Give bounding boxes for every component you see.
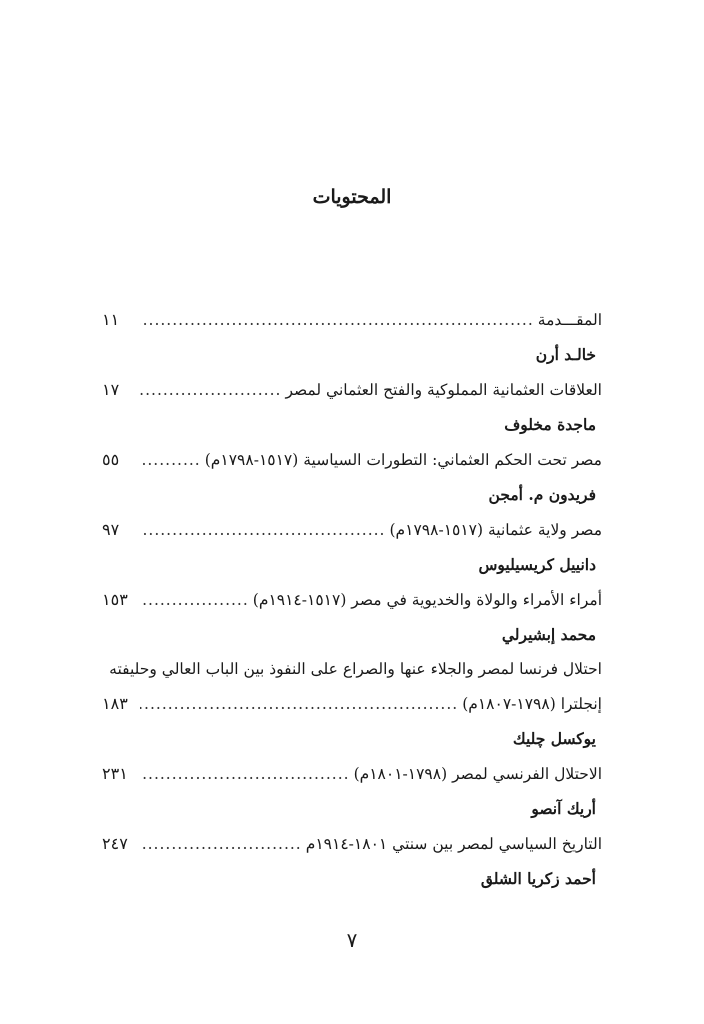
entry-title: العلاقات العثمانية المملوكية والفتح العثماني لمصر — [285, 381, 602, 399]
entry-title: أمراء الأمراء والولاة والخديوية في مصر (١٥١٧-١٩١٤م) — [252, 591, 602, 609]
dot-leader — [140, 835, 302, 853]
toc-entry-2 — [102, 380, 602, 450]
table-of-contents — [102, 310, 602, 904]
entry-title: مصر تحت الحكم العثماني: التطورات السياسية (١٥١٧-١٧٩٨م) — [204, 451, 602, 469]
entry-author: يوكسل چليك — [512, 729, 596, 748]
dot-leader — [140, 765, 350, 783]
entry-page: ٢٤٧ — [102, 834, 128, 853]
entry-page: ١٨٣ — [102, 694, 128, 713]
toc-entry-6 — [102, 660, 602, 764]
toc-entry-4 — [102, 520, 602, 590]
entry-title: التاريخ السياسي لمصر بين سنتي ١٨٠١-١٩١٤م — [305, 835, 602, 853]
dot-leader — [140, 521, 385, 539]
entry-author: أريك آنصو — [531, 799, 596, 818]
entry-page: ٢٣١ — [102, 764, 128, 783]
entry-page: ١١ — [102, 310, 120, 329]
entry-title: مصر ولاية عثمانية (١٥١٧-١٧٩٨م) — [389, 521, 602, 539]
entry-author: دانييل كريسيليوس — [478, 555, 596, 574]
entry-page: ١٧ — [102, 380, 120, 399]
toc-entry-8 — [102, 834, 602, 904]
entry-title: المقـــدمة — [537, 311, 602, 329]
page-title: المحتويات — [312, 186, 392, 208]
entry-title: إنجلترا (١٧٩٨-١٨٠٧م) — [462, 695, 602, 713]
entry-author: خالـد أرن — [535, 345, 596, 364]
entry-title: الاحتلال الفرنسي لمصر (١٧٩٨-١٨٠١م) — [353, 765, 602, 783]
page-number: ٧ — [346, 928, 358, 952]
dot-leader — [140, 591, 249, 609]
dot-leader — [140, 311, 534, 329]
toc-entry-5 — [102, 590, 602, 660]
entry-page: ١٥٣ — [102, 590, 128, 609]
entry-author: فريدون م. أمجن — [488, 485, 596, 504]
dot-leader — [140, 451, 201, 469]
entry-page: ٩٧ — [102, 520, 120, 539]
entry-author: ماجدة مخلوف — [504, 415, 596, 434]
toc-entry-3 — [102, 450, 602, 520]
entry-page: ٥٥ — [102, 450, 120, 469]
dot-leader — [140, 381, 281, 399]
entry-author: أحمد زكريا الشلق — [480, 869, 596, 888]
dot-leader — [140, 695, 458, 713]
entry-author: محمد إبشيرلي — [501, 625, 596, 644]
toc-entry-introduction — [102, 310, 602, 380]
entry-title-line1: احتلال فرنسا لمصر والجلاء عنها والصراع على النفوذ بين الباب العالي وحليفته — [109, 660, 602, 678]
toc-entry-7 — [102, 764, 602, 834]
